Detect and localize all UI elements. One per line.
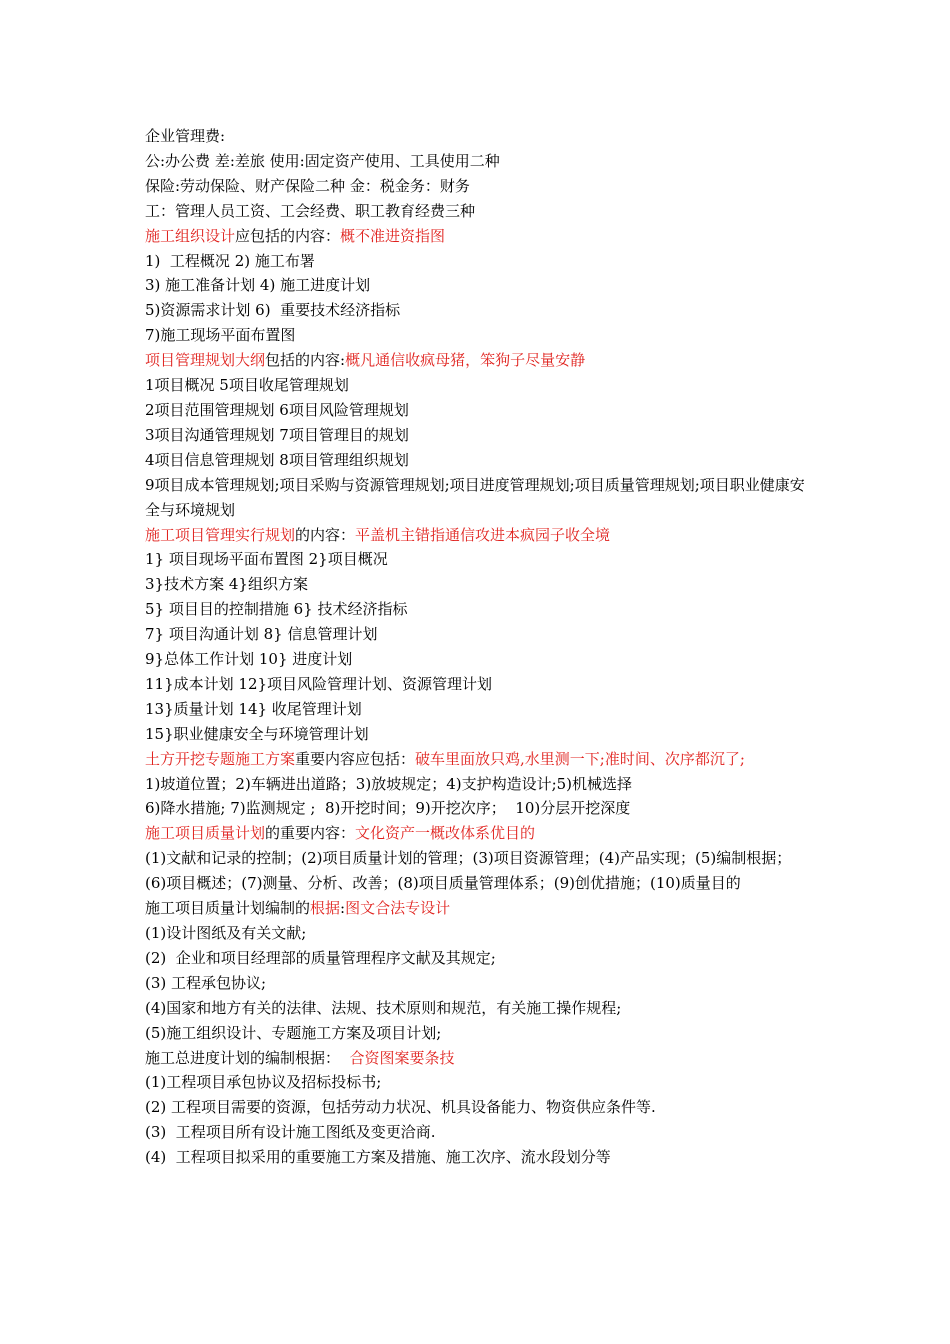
text-line bbox=[145, 149, 805, 174]
text-line bbox=[145, 622, 805, 647]
text-line bbox=[145, 249, 805, 274]
text-line bbox=[145, 273, 805, 298]
body-text: 9项目成本管理规划;项目采购与资源管理规划;项目进度管理规划;项目质量管理规划;项目职业健康安全与环境规划 bbox=[145, 475, 805, 519]
text-line bbox=[145, 597, 805, 622]
body-text: 施工总进度计划的编制根据： bbox=[145, 1048, 350, 1067]
text-line bbox=[145, 398, 805, 423]
body-text: 11}成本计划 12}项目风险管理计划、资源管理计划 bbox=[145, 674, 493, 693]
highlight-text: 概凡通信收疯母猪，笨狗子尽量安静 bbox=[345, 351, 586, 370]
text-line bbox=[145, 174, 805, 199]
text-line bbox=[145, 199, 805, 224]
text-line bbox=[145, 1120, 805, 1145]
highlight-text: 施工项目管理实行规划 bbox=[145, 525, 296, 544]
text-line bbox=[145, 473, 805, 523]
body-text: 1项目概况 5项目收尾管理规划 bbox=[145, 376, 349, 395]
body-text: 的重要内容： bbox=[265, 824, 356, 843]
text-line bbox=[145, 1145, 805, 1170]
body-text: 7)施工现场平面布置图 bbox=[145, 326, 296, 345]
body-text: (3) 工程项目所有设计施工图纸及变更洽商. bbox=[145, 1123, 436, 1142]
text-line bbox=[145, 747, 805, 772]
text-line bbox=[145, 323, 805, 348]
body-text: 公:办公费 差:差旅 使用:固定资产使用、工具使用二种 bbox=[145, 151, 500, 170]
text-line bbox=[145, 547, 805, 572]
text-line bbox=[145, 697, 805, 722]
text-line bbox=[145, 423, 805, 448]
highlight-text: 文化资产一概改体系优目的 bbox=[355, 824, 536, 843]
body-text: 3}技术方案 4}组织方案 bbox=[145, 575, 308, 594]
body-text: : bbox=[340, 899, 346, 918]
body-text: 3项目沟通管理规划 7项目管理目的规划 bbox=[145, 425, 409, 444]
text-line bbox=[145, 572, 805, 597]
text-line bbox=[145, 298, 805, 323]
text-line bbox=[145, 523, 805, 548]
text-line bbox=[145, 722, 805, 747]
text-line bbox=[145, 821, 805, 846]
body-text: (2) 企业和项目经理部的质量管理程序文献及其规定; bbox=[145, 948, 496, 967]
body-text: 工：管理人员工资、工会经费、职工教育经费三种 bbox=[145, 201, 476, 220]
body-text: 3) 施工准备计划 4) 施工进度计划 bbox=[145, 276, 371, 295]
body-text: 5} 项目目的控制措施 6} 技术经济指标 bbox=[145, 600, 408, 619]
text-line bbox=[145, 224, 805, 249]
text-line bbox=[145, 846, 805, 896]
text-line bbox=[145, 921, 805, 946]
text-line bbox=[145, 672, 805, 697]
text-line bbox=[145, 124, 805, 149]
text-line bbox=[145, 1095, 805, 1120]
text-line bbox=[145, 996, 805, 1021]
body-text: 13}质量计划 14} 收尾管理计划 bbox=[145, 699, 362, 718]
body-text: (4) 工程项目拟采用的重要施工方案及措施、施工次序、流水段划分等 bbox=[145, 1148, 611, 1167]
highlight-text: 概不准进资指图 bbox=[340, 226, 446, 245]
body-text: 包括的内容: bbox=[265, 351, 346, 370]
body-text: (1)文献和记录的控制；(2)项目质量计划的管理；(3)项目资源管理；(4)产品实现；(5)编制根据；(6)项目概述；(7)测量、分析、改善；(8)项目质量管理体系；(9)创优措施；(10)质量目的 bbox=[145, 849, 792, 893]
highlight-text: 项目管理规划大纲 bbox=[145, 351, 266, 370]
body-text: 1) 工程概况 2) 施工布署 bbox=[145, 251, 315, 270]
highlight-text: 施工组织设计 bbox=[145, 226, 236, 245]
body-text: 4项目信息管理规划 8项目管理组织规划 bbox=[145, 450, 409, 469]
highlight-text: 根据 bbox=[310, 899, 341, 918]
text-line bbox=[145, 946, 805, 971]
text-line bbox=[145, 373, 805, 398]
body-text: 15}职业健康安全与环境管理计划 bbox=[145, 724, 369, 743]
text-line bbox=[145, 647, 805, 672]
text-line bbox=[145, 896, 805, 921]
highlight-text: 平盖机主错指通信攻进本疯园子收全境 bbox=[355, 525, 611, 544]
document-body bbox=[145, 124, 805, 1170]
highlight-text: 破车里面放只鸡,水里测一下;准时间、次序都沉了; bbox=[415, 749, 745, 768]
text-line bbox=[145, 1070, 805, 1095]
body-text: 1)坡道位置；2)车辆进出道路；3)放坡规定；4)支护构造设计;5)机械选择 bbox=[145, 774, 633, 793]
text-line bbox=[145, 1021, 805, 1046]
text-line bbox=[145, 448, 805, 473]
highlight-text: 合资图案要条技 bbox=[349, 1048, 455, 1067]
body-text: 7} 项目沟通计划 8} 信息管理计划 bbox=[145, 625, 378, 644]
body-text: (3) 工程承包协议; bbox=[145, 973, 267, 992]
text-line bbox=[145, 1046, 805, 1071]
body-text: 重要内容应包括： bbox=[295, 749, 416, 768]
text-line bbox=[145, 796, 805, 821]
body-text: 保险:劳动保险、财产保险二种 金：税金务：财务 bbox=[145, 176, 470, 195]
body-text: 5)资源需求计划 6) 重要技术经济指标 bbox=[145, 301, 401, 320]
text-line bbox=[145, 971, 805, 996]
body-text: 1} 项目现场平面布置图 2}项目概况 bbox=[145, 550, 388, 569]
body-text: 施工项目质量计划编制的 bbox=[145, 899, 311, 918]
body-text: 应包括的内容： bbox=[235, 226, 341, 245]
text-line bbox=[145, 348, 805, 373]
body-text: 的内容： bbox=[295, 525, 356, 544]
body-text: (2) 工程项目需要的资源，包括劳动力状况、机具设备能力、物资供应条件等. bbox=[145, 1098, 656, 1117]
body-text: 9}总体工作计划 10} 进度计划 bbox=[145, 650, 353, 669]
text-line bbox=[145, 772, 805, 797]
highlight-text: 土方开挖专题施工方案 bbox=[145, 749, 296, 768]
highlight-text: 图文合法专设计 bbox=[345, 899, 451, 918]
highlight-text: 施工项目质量计划 bbox=[145, 824, 266, 843]
body-text: 企业管理费: bbox=[145, 127, 226, 145]
body-text: (5)施工组织设计、专题施工方案及项目计划; bbox=[145, 1023, 442, 1042]
body-text: (1)设计图纸及有关文献; bbox=[145, 924, 307, 942]
body-text: 2项目范围管理规划 6项目风险管理规划 bbox=[145, 400, 409, 419]
body-text: (4)国家和地方有关的法律、法规、技术原则和规范，有关施工操作规程; bbox=[145, 998, 622, 1017]
body-text: 6)降水措施; 7)监测规定 ; 8)开挖时间；9)开挖次序； 10)分层开挖深度 bbox=[145, 799, 631, 818]
body-text: (1)工程项目承包协议及招标投标书; bbox=[145, 1073, 382, 1092]
